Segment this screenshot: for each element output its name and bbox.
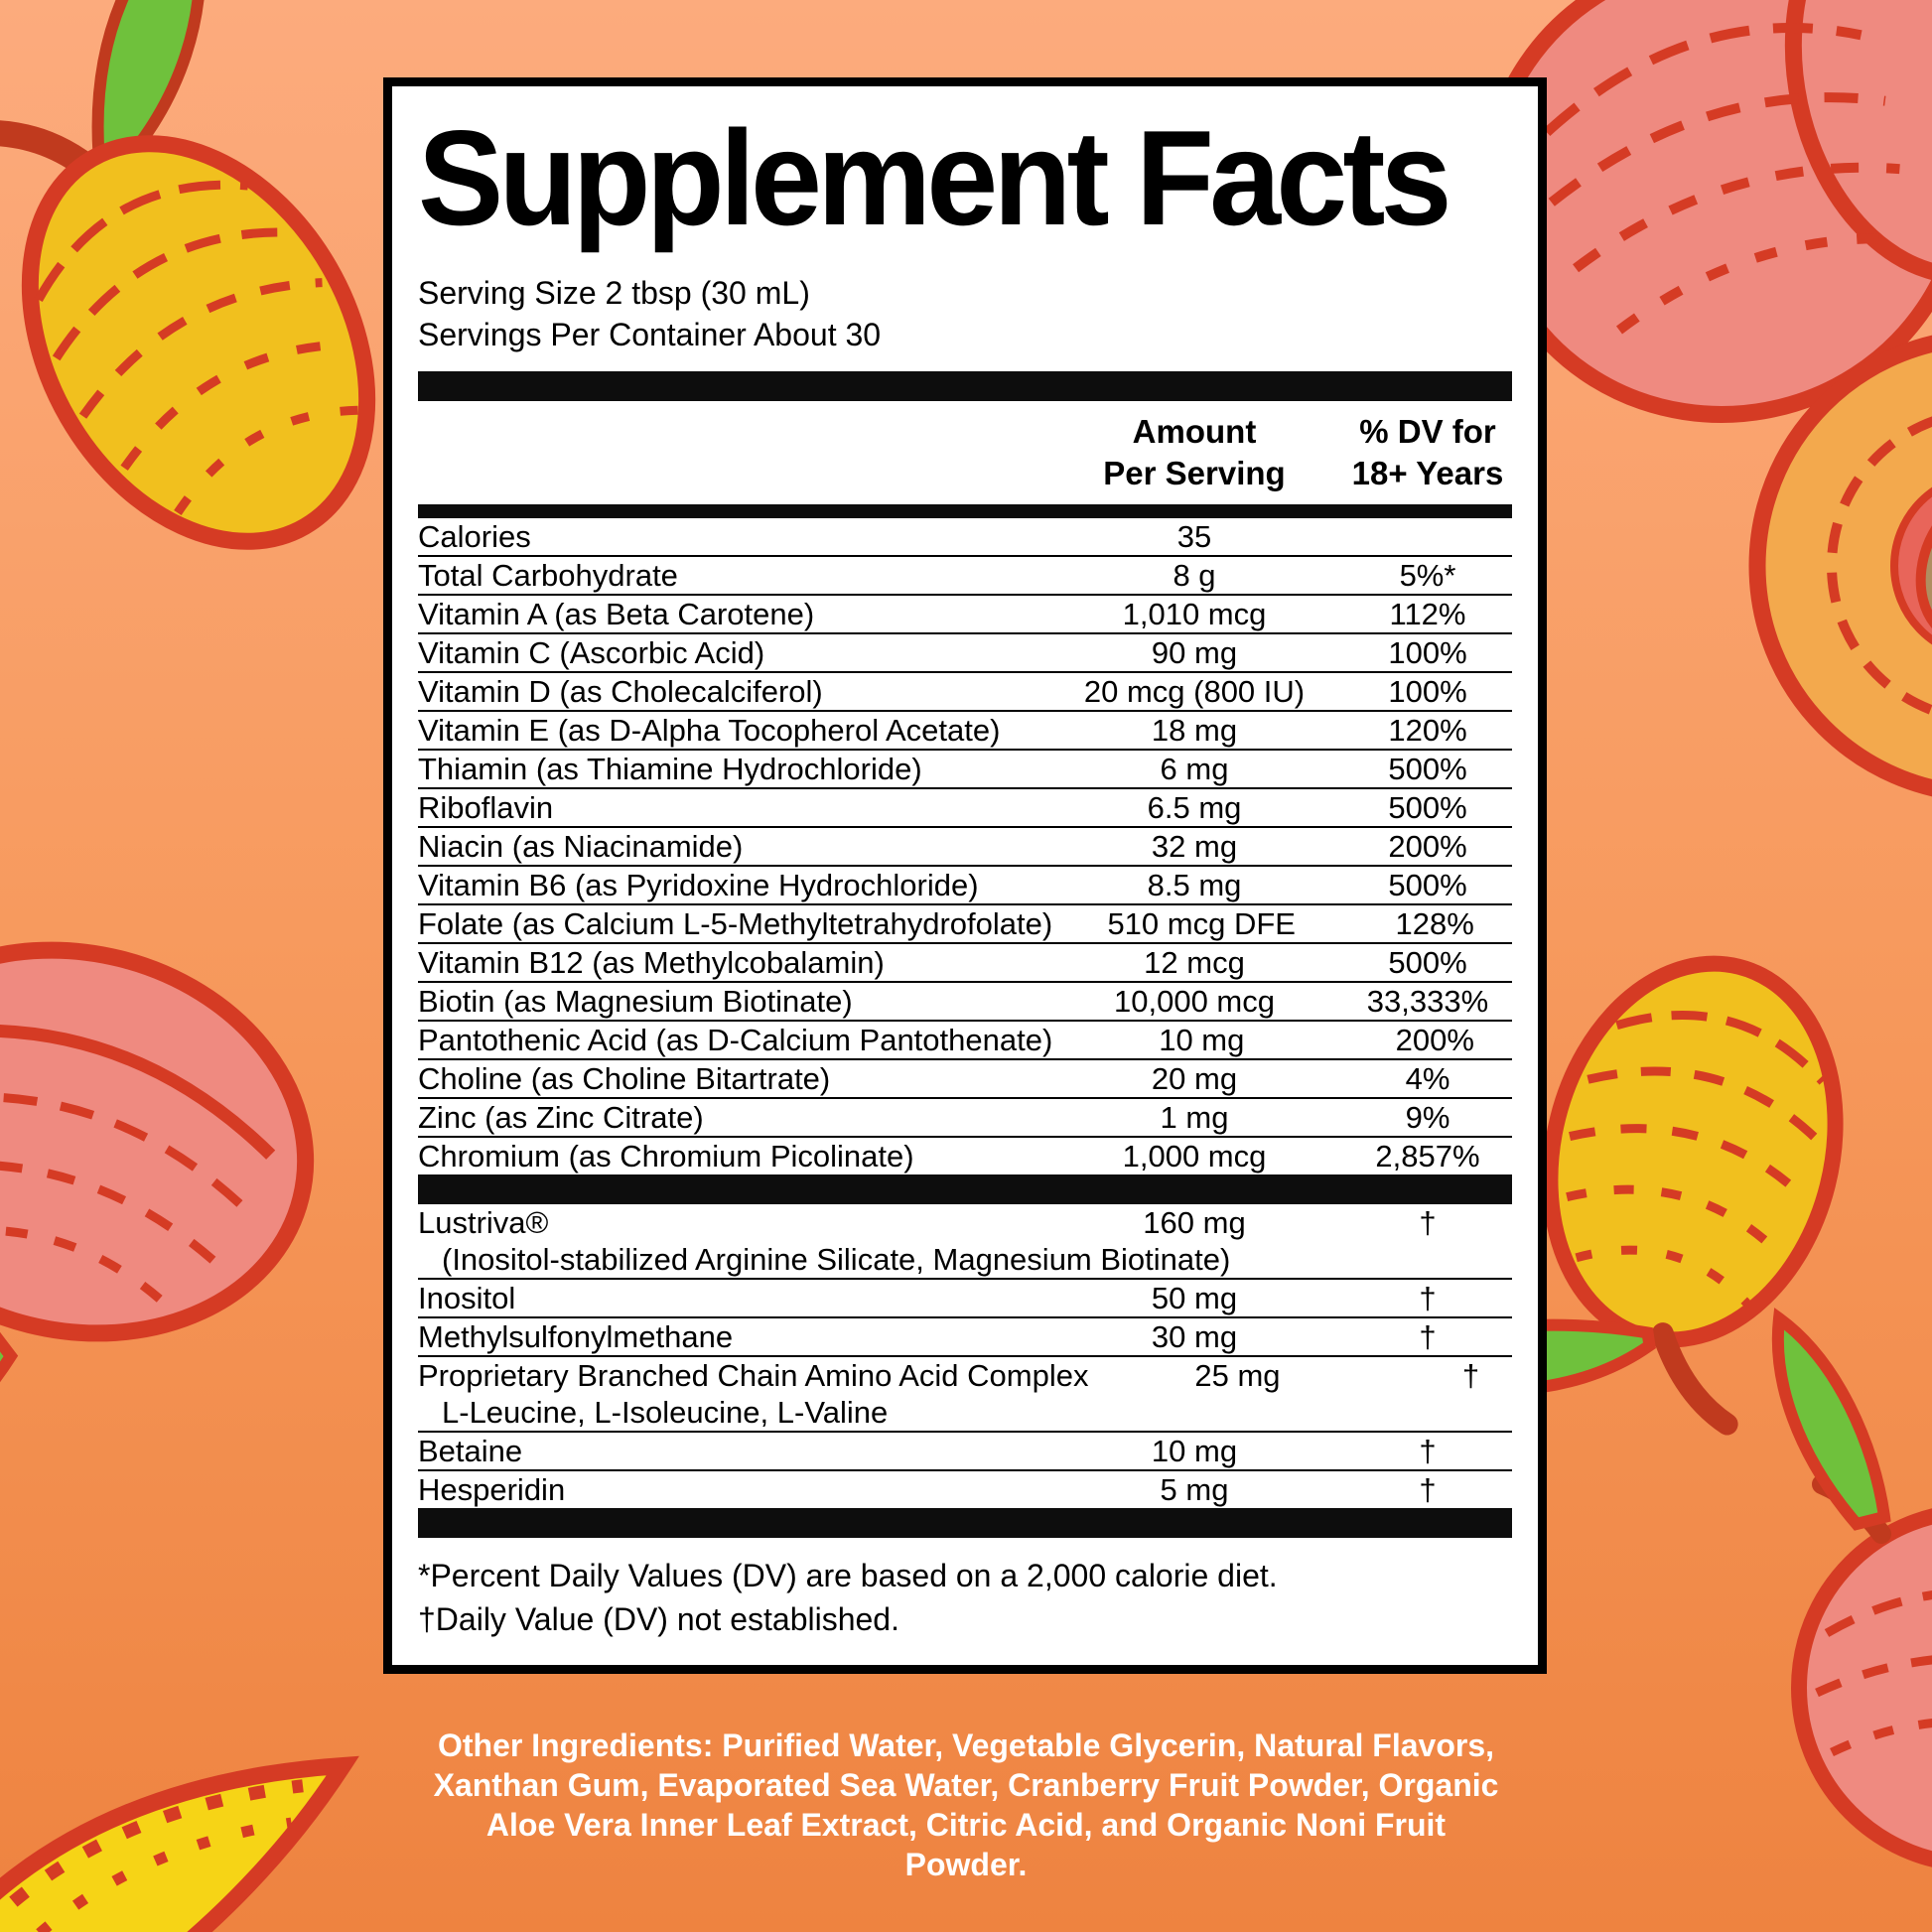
table-row (418, 865, 1512, 903)
nutrient-dv: 120% (1388, 713, 1467, 749)
nutrient-name: Betaine (418, 1434, 523, 1469)
nutrient-name: Hesperidin (418, 1472, 566, 1508)
nutrient-name: Vitamin C (Ascorbic Acid) (418, 635, 765, 671)
facts-table-secondary (418, 1204, 1512, 1508)
nutrient-sublabel: L-Leucine, L-Isoleucine, L-Valine (442, 1395, 889, 1431)
nutrient-name: Lustriva® (418, 1205, 549, 1241)
table-row (418, 632, 1512, 671)
table-row (418, 942, 1512, 981)
table-row (418, 1278, 1512, 1316)
nutrient-amount: 50 mg (1151, 1281, 1238, 1316)
nutrient-sublabel: (Inositol-stabilized Arginine Silicate, Magnesium Biotinate) (442, 1242, 1231, 1278)
nutrient-dv: 500% (1388, 945, 1467, 981)
nutrient-dv: 200% (1388, 829, 1467, 865)
nutrient-amount: 160 mg (1143, 1205, 1246, 1241)
nutrient-dv: 100% (1388, 674, 1467, 710)
footnote-dagger: †Daily Value (DV) not established. (418, 1601, 899, 1638)
nutrient-name: Thiamin (as Thiamine Hydrochloride) (418, 752, 922, 787)
nutrient-name: Niacin (as Niacinamide) (418, 829, 744, 865)
header-percent-dv: % DV for 18+ Years (1351, 413, 1504, 492)
nutrient-amount: 10 mg (1151, 1434, 1238, 1469)
nutrient-amount: 18 mg (1151, 713, 1238, 749)
header-amount-per-serving: Amount Per Serving (1103, 413, 1286, 492)
nutrient-dv: 100% (1388, 635, 1467, 671)
peach-bottom-right-illustration (1778, 1318, 1932, 1864)
nutrient-name: Vitamin B12 (as Methylcobalamin) (418, 945, 885, 981)
nutrient-amount: 20 mcg (800 IU) (1083, 674, 1306, 710)
divider-bar-bottom (418, 1508, 1512, 1538)
table-row (418, 903, 1512, 942)
nutrient-amount: 10 mg (1159, 1023, 1245, 1058)
panel-title: Supplement Facts (418, 102, 1448, 253)
nutrient-dv: 500% (1388, 752, 1467, 787)
nutrient-amount: 8.5 mg (1147, 868, 1242, 903)
divider-bar-under-header (418, 504, 1512, 518)
nutrient-dv: 500% (1388, 868, 1467, 903)
nutrient-dv: † (1419, 1434, 1437, 1469)
nutrient-dv: 200% (1395, 1023, 1474, 1058)
divider-bar-mid (418, 1174, 1512, 1204)
table-row (418, 1316, 1512, 1355)
nutrient-name: Vitamin B6 (as Pyridoxine Hydrochloride) (418, 868, 979, 903)
nutrient-amount: 1,000 mcg (1122, 1139, 1267, 1174)
table-row (418, 1058, 1512, 1097)
table-header-row (418, 401, 1512, 504)
table-row (418, 671, 1512, 710)
nutrient-amount: 6 mg (1160, 752, 1229, 787)
nutrient-name: Folate (as Calcium L-5-Methyltetrahydrofolate) (418, 906, 1053, 942)
nutrient-amount: 32 mg (1151, 829, 1238, 865)
nutrient-dv (1343, 518, 1512, 555)
nutrient-name: Riboflavin (418, 790, 554, 826)
servings-per-container: Servings Per Container About 30 (418, 317, 882, 353)
nutrient-amount: 5 mg (1160, 1472, 1229, 1508)
nutrient-amount: 25 mg (1194, 1358, 1281, 1394)
nutrient-name: Vitamin E (as D-Alpha Tocopherol Acetate) (418, 713, 1001, 749)
nutrient-dv: 5%* (1399, 558, 1456, 594)
nutrient-dv: 128% (1395, 906, 1474, 942)
table-row (418, 555, 1512, 594)
nutrient-dv: † (1419, 1319, 1437, 1355)
nutrient-name: Zinc (as Zinc Citrate) (418, 1100, 704, 1136)
serving-size: Serving Size 2 tbsp (30 mL) (418, 275, 810, 312)
facts-table-main (418, 518, 1512, 1174)
nutrient-amount: 10,000 mcg (1114, 984, 1275, 1020)
nutrient-dv: † (1419, 1205, 1437, 1241)
supplement-facts-panel (383, 77, 1547, 1674)
table-row (418, 594, 1512, 632)
table-row (418, 1204, 1512, 1278)
nutrient-dv: † (1419, 1281, 1437, 1316)
peach-left-illustration (0, 902, 346, 1607)
nutrient-name: Calories (418, 519, 531, 555)
nutrient-name: Biotin (as Magnesium Biotinate) (418, 984, 853, 1020)
nutrient-amount: 1 mg (1160, 1100, 1229, 1136)
footnote-percent-dv: *Percent Daily Values (DV) are based on a 2,000 calorie diet. (418, 1558, 1278, 1594)
nutrient-dv: 500% (1388, 790, 1467, 826)
footnotes (418, 1554, 1512, 1641)
header-spacer (418, 411, 1045, 494)
nutrient-name: Methylsulfonylmethane (418, 1319, 734, 1355)
table-row (418, 1020, 1512, 1058)
table-row (418, 749, 1512, 787)
table-row (418, 710, 1512, 749)
nutrient-name: Inositol (418, 1281, 516, 1316)
nutrient-name: Choline (as Choline Bitartrate) (418, 1061, 831, 1097)
nutrient-name: Chromium (as Chromium Picolinate) (418, 1139, 914, 1174)
nutrient-name: Vitamin A (as Beta Carotene) (418, 597, 815, 632)
nutrient-dv: † (1419, 1472, 1437, 1508)
table-row (418, 981, 1512, 1020)
table-row (418, 518, 1512, 555)
nutrient-dv: 112% (1389, 597, 1466, 632)
nutrient-amount: 30 mg (1151, 1319, 1238, 1355)
table-row (418, 1355, 1512, 1431)
nutrient-name: Proprietary Branched Chain Amino Acid Complex (418, 1358, 1089, 1394)
nutrient-amount: 8 g (1173, 558, 1216, 594)
nutrient-amount: 510 mcg DFE (1107, 906, 1296, 942)
table-row (418, 787, 1512, 826)
other-ingredients-text: Other Ingredients: Purified Water, Vegetable Glycerin, Natural Flavors, Xanthan Gum, Evaporated Sea Water, Cranberry Fruit Powder, Organic Aloe Vera Inner Leaf Extract, Citric Acid, and Organic Noni Fruit Powder. (433, 1727, 1499, 1882)
table-row (418, 1136, 1512, 1174)
nutrient-dv: † (1461, 1358, 1480, 1394)
nutrient-amount: 20 mg (1151, 1061, 1238, 1097)
serving-info (418, 272, 1512, 355)
table-row (418, 1431, 1512, 1469)
nutrient-amount: 6.5 mg (1147, 790, 1242, 826)
nutrient-amount: 90 mg (1151, 635, 1238, 671)
nutrient-dv: 33,333% (1366, 984, 1489, 1020)
nutrient-amount: 12 mcg (1144, 945, 1245, 981)
nutrient-amount: 1,010 mcg (1122, 597, 1267, 632)
nutrient-amount: 35 (1176, 519, 1212, 555)
fruit-wedge-bottom-left-illustration (0, 1693, 383, 1932)
nutrient-dv: 4% (1405, 1061, 1450, 1097)
nutrient-dv: 9% (1405, 1100, 1450, 1136)
table-row (418, 1469, 1512, 1508)
table-row (418, 826, 1512, 865)
table-row (418, 1097, 1512, 1136)
nutrient-name: Vitamin D (as Cholecalciferol) (418, 674, 823, 710)
nutrient-name: Total Carbohydrate (418, 558, 678, 594)
nutrient-dv: 2,857% (1375, 1139, 1480, 1174)
divider-bar-top (418, 371, 1512, 401)
nutrient-name: Pantothenic Acid (as D-Calcium Pantothenate) (418, 1023, 1053, 1058)
